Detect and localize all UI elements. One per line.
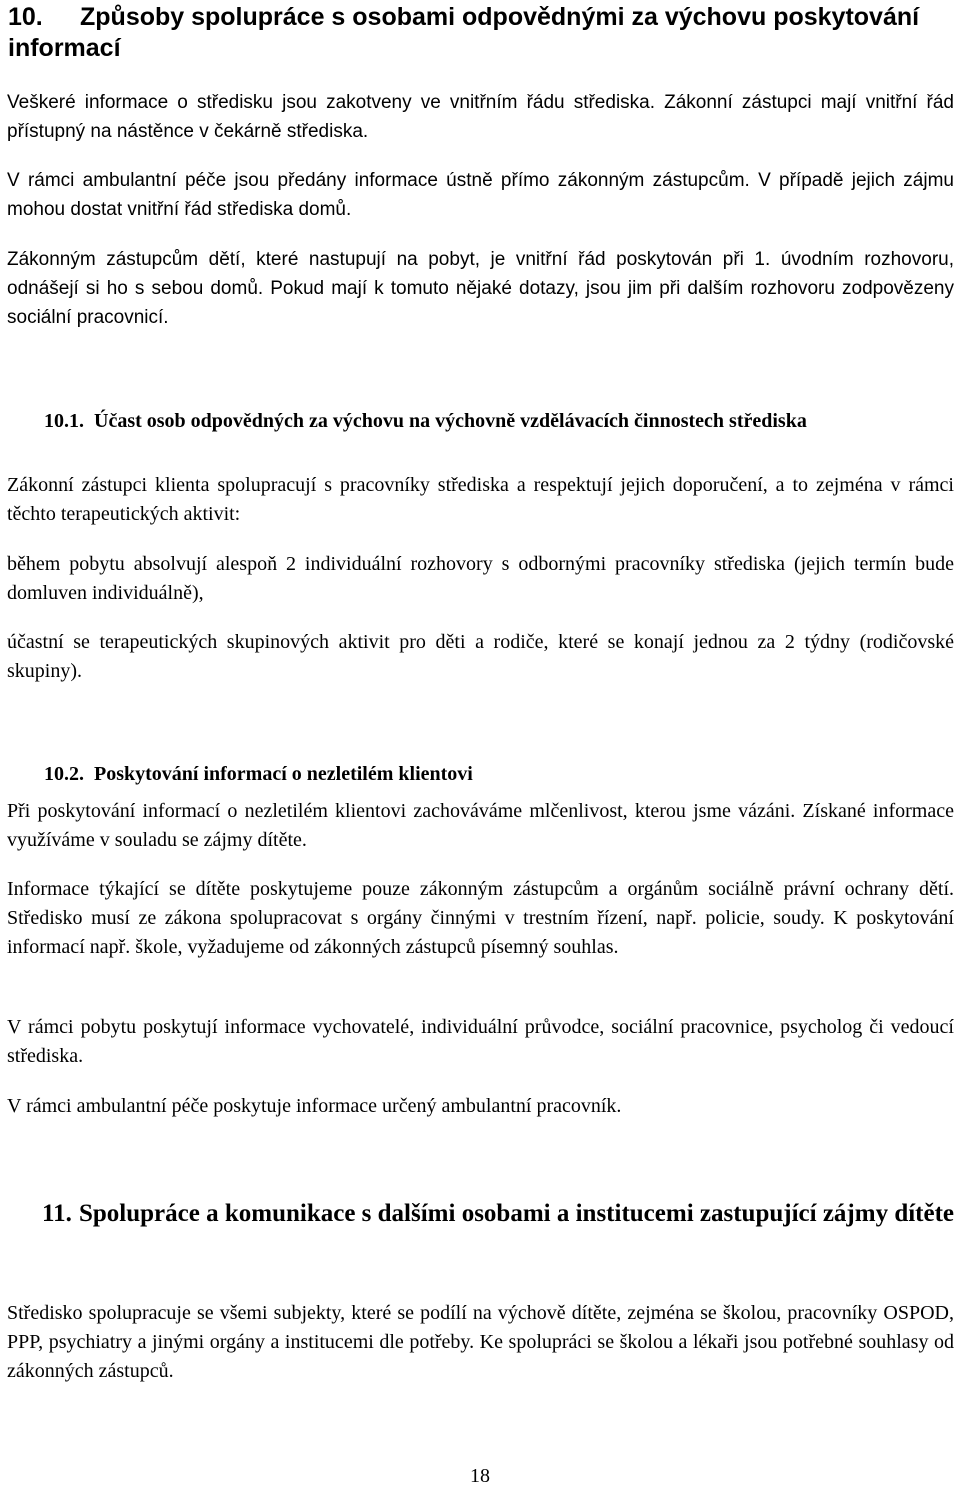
section-10-1-paragraph-2: během pobytu absolvují alespoň 2 individuální rozhovory s odbornými pracovníky střediska (jejich termín bude domluven individuálně), (7, 553, 954, 604)
page-number: 18 (470, 1465, 490, 1487)
section-10-1-title: Účast osob odpovědných za výchovu na výchovně vzdělávacích činnostech střediska (94, 410, 807, 432)
section-10-2-title: Poskytování informací o nezletilém klientovi (94, 763, 473, 785)
section-10-2-paragraph-1: Při poskytování informací o nezletilém klientovi zachováváme mlčenlivost, kterou jsme vázáni. Získané informace využíváme v souladu se zájmy dítěte. (7, 800, 954, 851)
section-10-1-number: 10.1. (44, 410, 84, 432)
section-10-title: Způsoby spolupráce s osobami odpovědnými za výchovu poskytování informací (8, 3, 920, 62)
section-10-2-paragraph-4: V rámci ambulantní péče poskytuje informace určený ambulantní pracovník. (7, 1095, 622, 1117)
section-11-paragraph-1: Středisko spolupracuje se všemi subjekty, které se podílí na výchově dítěte, zejména se školou, pracovníky OSPOD, PPP, psychiatry a jinými orgány a institucemi dle potřeby. Ke spolupráci se školou a lékaři jsou potřebné souhlasy od zákonných zástupců. (7, 1302, 954, 1382)
section-11-title: Spolupráce a komunikace s dalšími osobami a institucemi zastupující zájmy dítěte (79, 1200, 955, 1227)
section-10-2-heading (7, 760, 954, 789)
section-10-number: 10. (8, 3, 43, 31)
section-10-heading (8, 2, 953, 64)
section-10-paragraph-2: V rámci ambulantní péče jsou předány informace ústně přímo zákonným zástupcům. V případě jejich zájmu mohou dostat vnitřní řád střediska domů. (7, 170, 954, 220)
section-10-paragraph-3: Zákonným zástupcům dětí, které nastupují na pobyt, je vnitřní řád poskytován při 1. úvodním rozhovoru, odnášejí si ho s sebou domů. Pokud mají k tomuto nějaké dotazy, jsou jim při dalším rozhovoru zodpovězeny sociální pracovnicí. (7, 249, 954, 328)
section-10-1-heading (7, 407, 954, 436)
section-10-2-number: 10.2. (44, 763, 84, 785)
section-10-2-paragraph-3: V rámci pobytu poskytují informace vychovatelé, individuální průvodce, sociální pracovnice, psycholog či vedoucí střediska. (7, 1016, 954, 1067)
section-10-1-paragraph-3: účastní se terapeutických skupinových aktivit pro děti a rodiče, které se konají jednou za 2 týdny (rodičovské skupiny). (7, 631, 954, 682)
section-10-paragraph-1: Veškeré informace o středisku jsou zakotveny ve vnitřním řádu střediska. Zákonní zástupci mají vnitřní řád přístupný na nástěnce v čekárně střediska. (7, 92, 954, 142)
section-11-heading (42, 1196, 954, 1231)
section-10-1-paragraph-1: Zákonní zástupci klienta spolupracují s pracovníky střediska a respektují jejich doporučení, a to zejména v rámci těchto terapeutických aktivit: (7, 474, 954, 525)
section-10-2-paragraph-2: Informace týkající se dítěte poskytujeme pouze zákonným zástupcům a orgánům sociálně právní ochrany dětí. Středisko musí ze zákona spolupracovat s orgány činnými v trestním řízení, např. policie, soudy. K poskytování informací např. škole, vyžadujeme od zákonných zástupců písemný souhlas. (7, 878, 954, 958)
section-11-number: 11. (42, 1200, 72, 1227)
